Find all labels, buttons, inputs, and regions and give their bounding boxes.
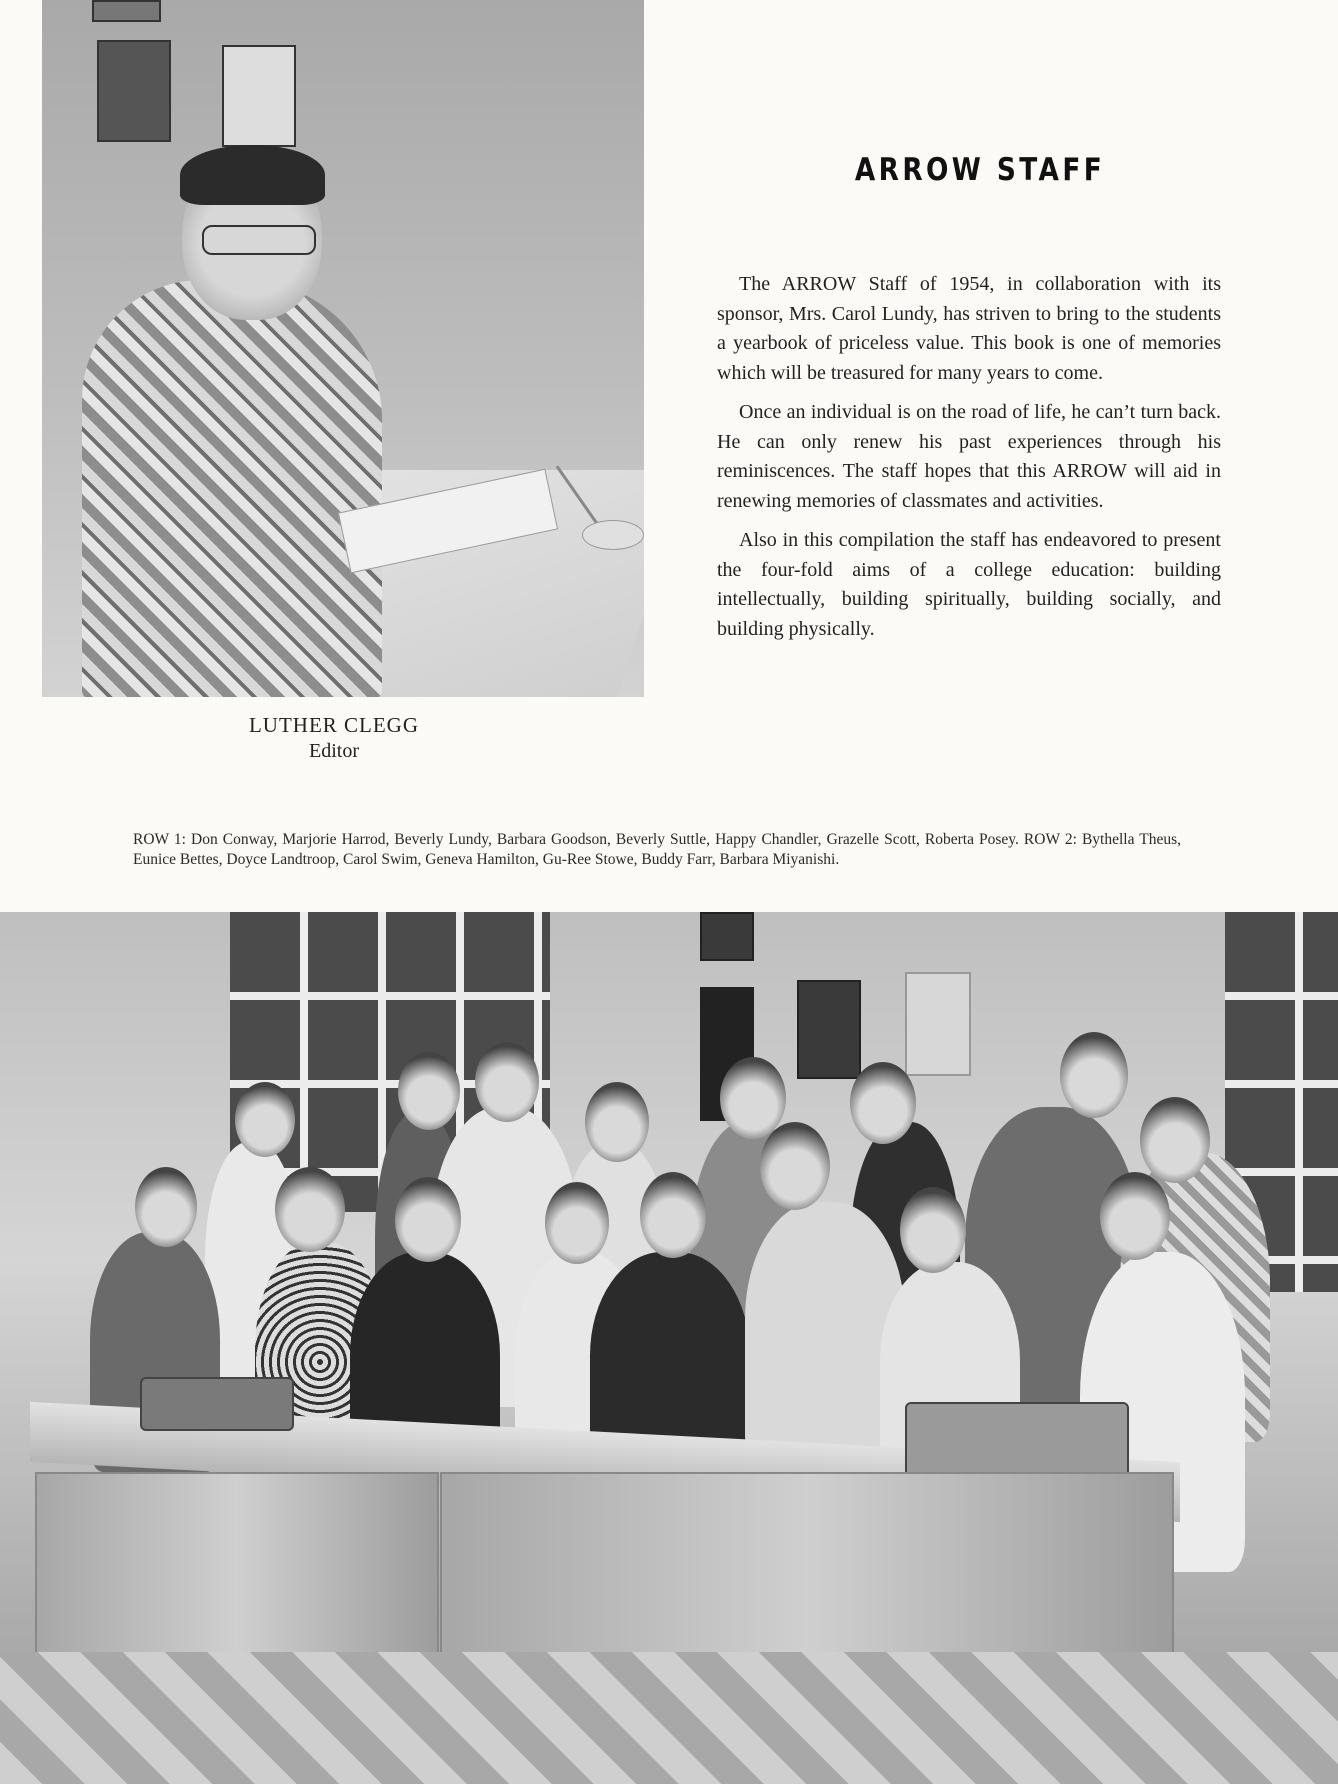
- student-head: [900, 1187, 966, 1273]
- wall-poster: [97, 40, 171, 142]
- portrait-role: Editor: [309, 740, 359, 762]
- page-title: ARROW STAFF: [854, 152, 1106, 188]
- staff-group-photo: [0, 912, 1338, 1784]
- intro-text: [717, 270, 1221, 654]
- student-head: [760, 1122, 830, 1210]
- student-head: [850, 1062, 916, 1144]
- student-head: [398, 1052, 460, 1130]
- student-head: [720, 1057, 786, 1139]
- wall-poster: [700, 912, 754, 961]
- editor-portrait-photo: [42, 0, 644, 697]
- floor: [0, 1652, 1338, 1784]
- student-head: [135, 1167, 197, 1247]
- typewriter: [140, 1377, 294, 1431]
- editor-figure: [82, 280, 382, 697]
- student-head: [545, 1182, 609, 1264]
- paragraph: Once an individual is on the road of life, he can’t turn back. He can only renew his past experiences through his reminiscences. The staff hopes that this ARROW will aid in renewing memories of classmates and activities.: [717, 401, 1221, 512]
- wall-poster: [92, 0, 161, 22]
- group-photo-caption: ROW 1: Don Conway, Marjorie Harrod, Beverly Lundy, Barbara Goodson, Beverly Suttle, Happy Chandler, Grazelle Scott, Roberta Posey. ROW 2: Bythella Theus, Eunice Bettes, Doyce Landtroop, Carol Swim, Geneva Hamilton, Gu-Ree Stowe, Buddy Farr, Barbara Miyanishi.: [133, 831, 1181, 868]
- pen-stand: [582, 520, 644, 550]
- wall-poster: [797, 980, 861, 1079]
- portrait-name: LUTHER CLEGG: [248, 713, 420, 737]
- student-head: [395, 1177, 461, 1262]
- student-head: [1140, 1097, 1210, 1183]
- student-head: [1100, 1172, 1170, 1260]
- paragraph: The ARROW Staff of 1954, in collaboration with its sponsor, Mrs. Carol Lundy, has striven to bring to the students a yearbook of priceless value. This book is one of memories which will be treasured for many years to come.: [717, 273, 1221, 384]
- student-head: [1060, 1032, 1128, 1118]
- student-head: [235, 1082, 295, 1157]
- student-head: [585, 1082, 649, 1162]
- wall-poster: [905, 972, 971, 1076]
- student-head: [640, 1172, 706, 1258]
- editor-hair: [180, 145, 325, 205]
- student-head: [275, 1167, 345, 1252]
- arrow-poster: [222, 45, 296, 147]
- paragraph: Also in this compilation the staff has endeavored to present the four-fold aims of a college education: building intellectually, building spiritually, building socially, and building physically.: [717, 529, 1221, 640]
- student-head: [475, 1042, 539, 1122]
- glasses: [202, 225, 316, 255]
